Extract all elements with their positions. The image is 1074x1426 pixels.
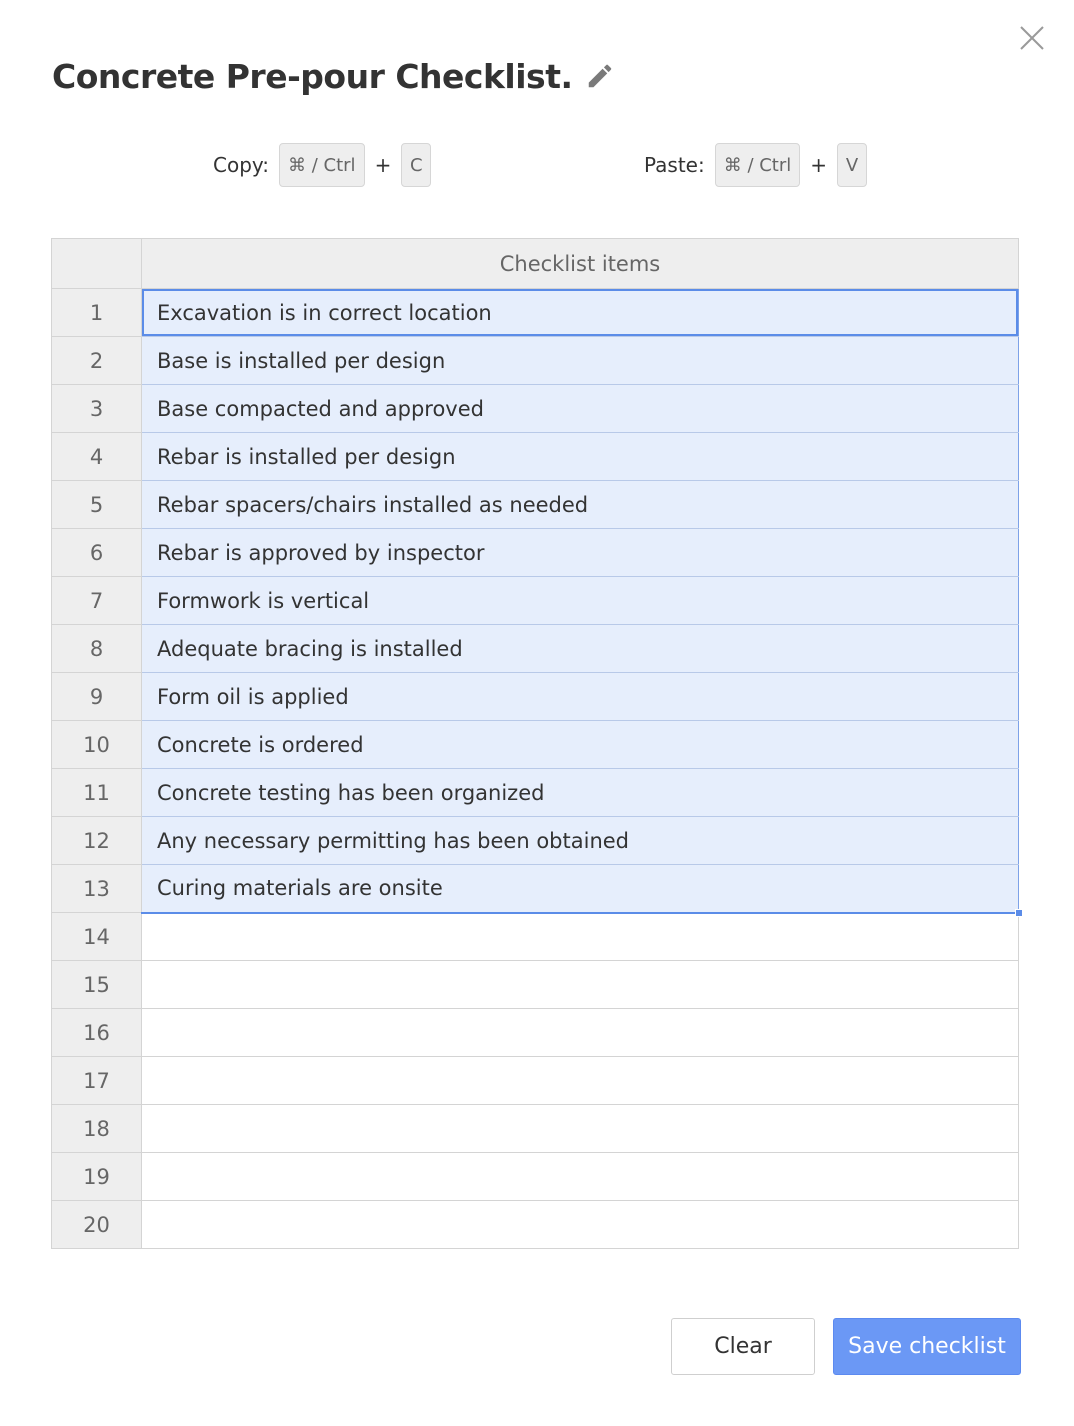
table-row: [52, 289, 1019, 337]
paste-shortcut: [644, 143, 867, 187]
row-number[interactable]: 7: [52, 577, 142, 625]
row-number[interactable]: 10: [52, 721, 142, 769]
checklist-item-cell[interactable]: Formwork is vertical: [142, 577, 1019, 625]
checklist-item-cell[interactable]: Adequate bracing is installed: [142, 625, 1019, 673]
checklist-grid: [51, 238, 1019, 1249]
corner-cell[interactable]: [52, 239, 142, 289]
table-row: [52, 625, 1019, 673]
table-row: [52, 673, 1019, 721]
copy-key: C: [401, 143, 431, 187]
table-row: [52, 433, 1019, 481]
row-number[interactable]: 17: [52, 1057, 142, 1105]
grid-body: [52, 289, 1019, 1249]
copy-label: Copy:: [213, 153, 270, 177]
checklist-item-cell[interactable]: Excavation is in correct location: [142, 289, 1019, 337]
row-number[interactable]: 3: [52, 385, 142, 433]
pencil-icon[interactable]: [585, 61, 615, 91]
checklist-item-cell[interactable]: Base compacted and approved: [142, 385, 1019, 433]
copy-plus: +: [374, 153, 392, 177]
checklist-item-cell[interactable]: Form oil is applied: [142, 673, 1019, 721]
checklist-item-cell[interactable]: [142, 1009, 1019, 1057]
save-checklist-button[interactable]: Save checklist: [833, 1318, 1021, 1375]
row-number[interactable]: 15: [52, 961, 142, 1009]
row-number[interactable]: 20: [52, 1201, 142, 1249]
clear-button[interactable]: Clear: [671, 1318, 815, 1375]
column-header[interactable]: Checklist items: [142, 239, 1019, 289]
table-row: [52, 961, 1019, 1009]
table-row: [52, 769, 1019, 817]
checklist-item-cell[interactable]: Rebar spacers/chairs installed as needed: [142, 481, 1019, 529]
fill-handle[interactable]: [1015, 909, 1023, 917]
paste-modifier-key: ⌘ / Ctrl: [715, 143, 801, 187]
table-row: [52, 577, 1019, 625]
modal-title: Concrete Pre-pour Checklist.: [52, 56, 573, 96]
copy-modifier-key: ⌘ / Ctrl: [279, 143, 365, 187]
checklist-item-cell[interactable]: [142, 1057, 1019, 1105]
grid-header-row: [52, 239, 1019, 289]
row-number[interactable]: 8: [52, 625, 142, 673]
table-row: [52, 337, 1019, 385]
copy-shortcut: [213, 143, 431, 187]
table-row: [52, 865, 1019, 913]
row-number[interactable]: 14: [52, 913, 142, 961]
table-row: [52, 385, 1019, 433]
row-number[interactable]: 6: [52, 529, 142, 577]
checklist-item-cell[interactable]: [142, 961, 1019, 1009]
checklist-item-cell[interactable]: Concrete testing has been organized: [142, 769, 1019, 817]
checklist-item-cell[interactable]: Rebar is installed per design: [142, 433, 1019, 481]
table-row: [52, 1105, 1019, 1153]
close-icon[interactable]: [1016, 22, 1048, 54]
table-row: [52, 721, 1019, 769]
table-row: [52, 913, 1019, 961]
row-number[interactable]: 18: [52, 1105, 142, 1153]
checklist-item-cell[interactable]: [142, 913, 1019, 961]
paste-label: Paste:: [644, 153, 705, 177]
paste-key: V: [837, 143, 867, 187]
paste-plus: +: [810, 153, 828, 177]
checklist-item-cell[interactable]: Any necessary permitting has been obtained: [142, 817, 1019, 865]
checklist-item-cell[interactable]: Curing materials are onsite: [142, 865, 1019, 913]
table-row: [52, 817, 1019, 865]
checklist-item-cell[interactable]: [142, 1201, 1019, 1249]
row-number[interactable]: 2: [52, 337, 142, 385]
table-row: [52, 529, 1019, 577]
table-row: [52, 481, 1019, 529]
table-row: [52, 1009, 1019, 1057]
checklist-item-cell[interactable]: Concrete is ordered: [142, 721, 1019, 769]
row-number[interactable]: 13: [52, 865, 142, 913]
row-number[interactable]: 12: [52, 817, 142, 865]
checklist-item-cell[interactable]: [142, 1153, 1019, 1201]
checklist-item-cell[interactable]: Base is installed per design: [142, 337, 1019, 385]
table-row: [52, 1201, 1019, 1249]
row-number[interactable]: 1: [52, 289, 142, 337]
modal-actions: [671, 1318, 1021, 1375]
row-number[interactable]: 5: [52, 481, 142, 529]
row-number[interactable]: 16: [52, 1009, 142, 1057]
row-number[interactable]: 19: [52, 1153, 142, 1201]
checklist-item-cell[interactable]: [142, 1105, 1019, 1153]
row-number[interactable]: 4: [52, 433, 142, 481]
table-row: [52, 1057, 1019, 1105]
table-row: [52, 1153, 1019, 1201]
row-number[interactable]: 11: [52, 769, 142, 817]
checklist-item-cell[interactable]: Rebar is approved by inspector: [142, 529, 1019, 577]
row-number[interactable]: 9: [52, 673, 142, 721]
title-row: [52, 52, 615, 100]
